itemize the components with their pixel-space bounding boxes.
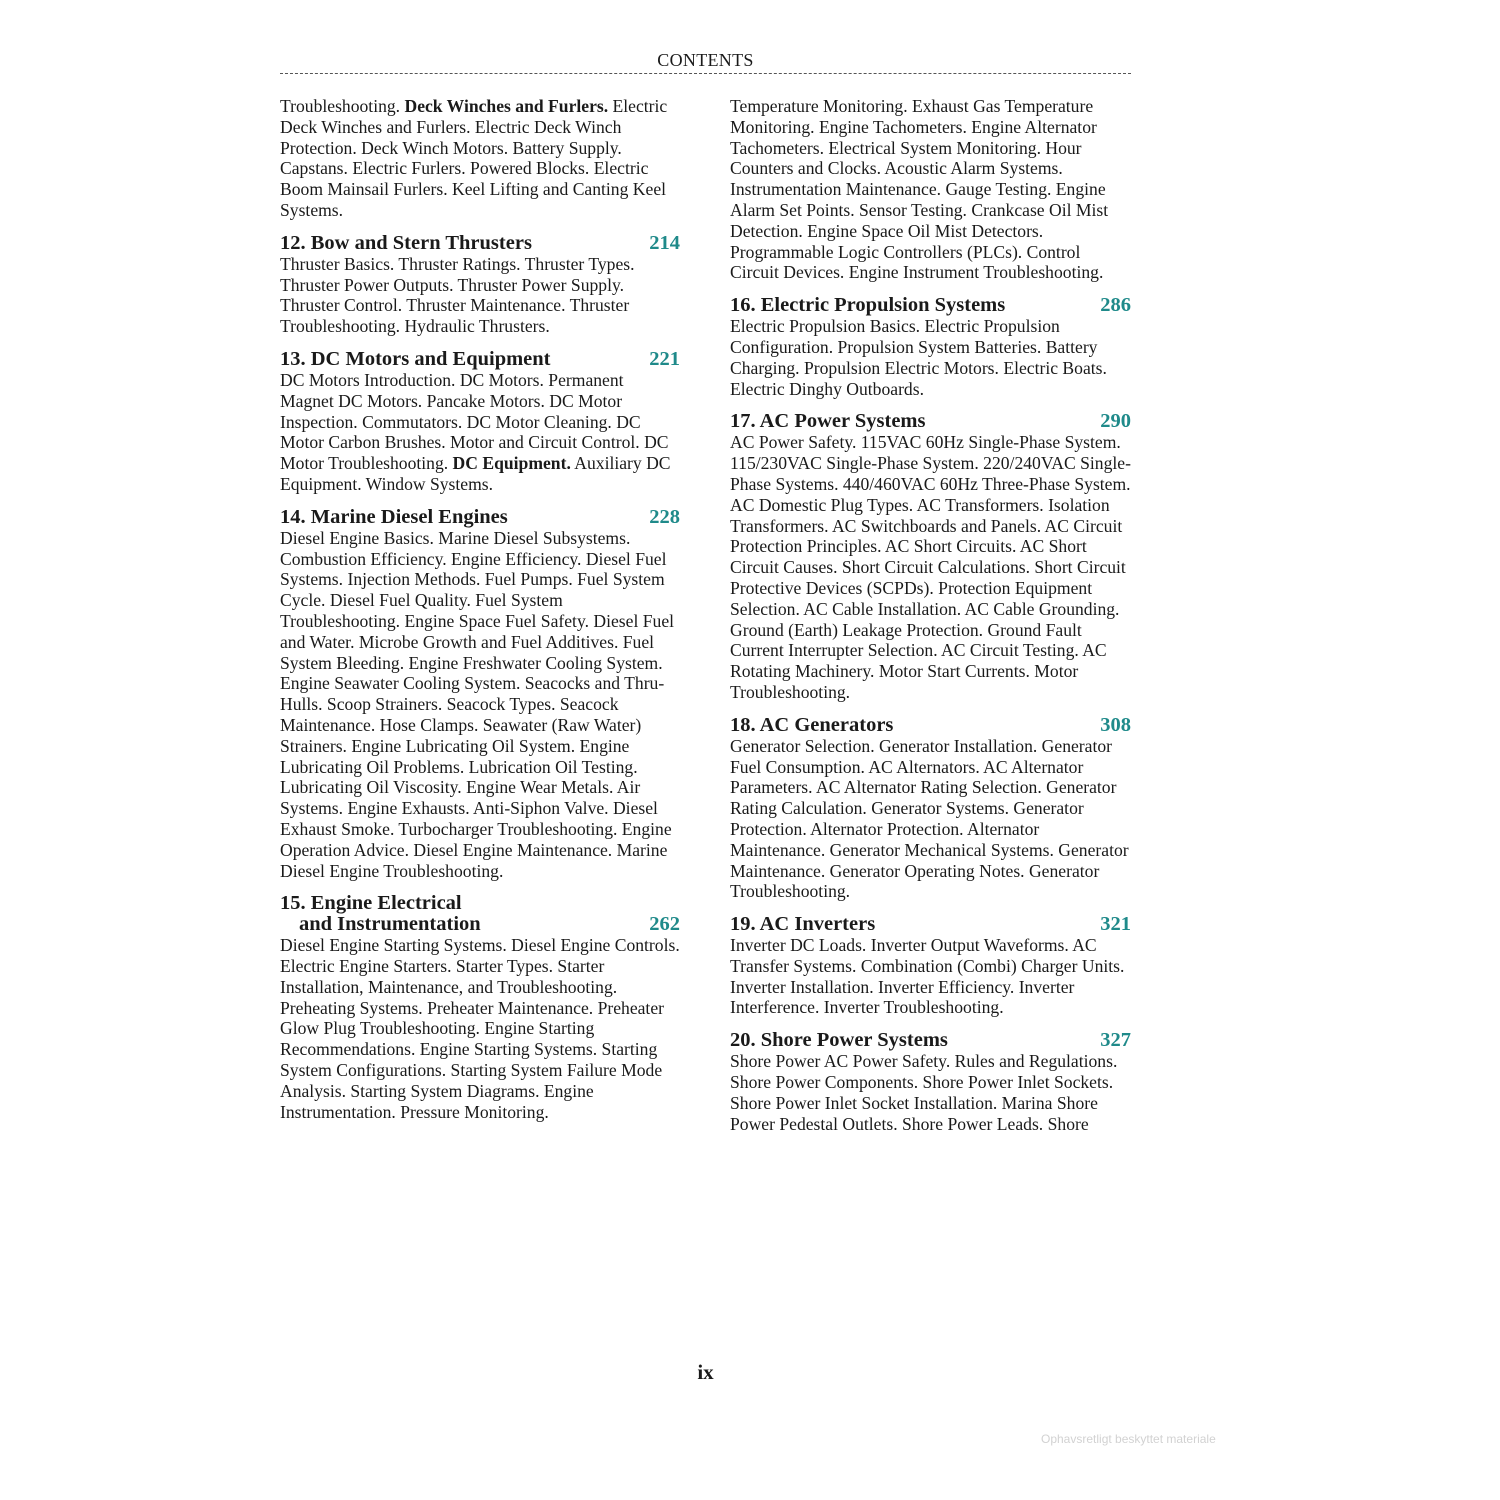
chapter-description: AC Power Safety. 115VAC 60Hz Single-Phase System. 115/230VAC Single-Phase System. 220/240VAC Single-Phase Systems. 440/460VAC 60Hz Three-Phase System. AC Domestic Plug Types. AC Transformers. Isolation Transformers. AC Switchboards and Panels. AC Circuit Protection Principles. AC Short Circuits. AC Short Circuit Causes. Short Circuit Calculations. Short Circuit Protective Devices (SCPDs). Protection Equipment Selection. AC Cable Installation. AC Cable Grounding. Ground (Earth) Leakage Protection. Ground Fault Current Interrupter Selection. AC Circuit Testing. AC Rotating Machinery. Motor Start Currents. Motor Troubleshooting.: [730, 432, 1131, 702]
chapter-15-entry: [280, 893, 680, 1122]
chapter-14-entry: [280, 507, 680, 882]
section-heading-dc-equipment: DC Equipment.: [452, 453, 571, 474]
chapter-page-number: 228: [649, 505, 680, 528]
chapter-heading: [280, 349, 680, 370]
chapter-page-number: 321: [1100, 913, 1131, 936]
chapter-title: 12. Bow and Stern Thrusters: [280, 231, 532, 254]
continuation-text-part: Electric Deck Winches and Furlers. Electric Deck Winch Protection. Deck Winch Motors. Battery Supply. Capstans. Electric Furlers. Powered Blocks. Electric Boom Mainsail Furlers. Keel Lifting and Canting Keel Systems.: [280, 96, 668, 220]
chapter-page-number: 262: [649, 913, 680, 936]
chapter-heading: [730, 295, 1131, 316]
section-heading-deck-winches: Deck Winches and Furlers.: [404, 96, 609, 116]
chapter-page-number: 327: [1100, 1029, 1131, 1052]
right-column: [730, 96, 1131, 1134]
continuation-text: Temperature Monitoring. Exhaust Gas Temperature Monitoring. Engine Tachometers. Engine Alternator Tachometers. Electrical System Monitoring. Hour Counters and Clocks. Acoustic Alarm Systems. Instrumentation Maintenance. Gauge Testing. Engine Alarm Set Points. Sensor Testing. Crankcase Oil Mist Detection. Engine Space Oil Mist Detectors. Programmable Logic Controllers (PLCs). Control Circuit Devices. Engine Instrument Troubleshooting.: [730, 96, 1109, 283]
chapter-heading: [280, 507, 680, 528]
chapter-page-number: 290: [1100, 410, 1131, 433]
chapter-description: Shore Power AC Power Safety. Rules and Regulations. Shore Power Components. Shore Power Inlet Sockets. Shore Power Inlet Socket Installation. Marina Shore Power Pedestal Outlets. Shore Power Leads. Shore: [730, 1051, 1118, 1134]
chapter-description: Generator Selection. Generator Installation. Generator Fuel Consumption. AC Alternators. AC Alternator Parameters. AC Alternator Rating Selection. Generator Rating Calculation. Generator Systems. Generator Protection. Alternator Protection. Alternator Maintenance. Generator Mechanical Systems. Generator Maintenance. Generator Operating Notes. Generator Troubleshooting.: [730, 735, 1129, 902]
chapter-description-part: DC Motors Introduction. DC Motors. Permanent Magnet DC Motors. Pancake Motors. DC Motor Inspection. Commutators. DC Motor Cleaning. DC Motor Carbon Brushes. Motor and Circuit Control. DC Motor Troubleshooting.: [280, 369, 669, 474]
chapter-page-number: 308: [1100, 713, 1131, 736]
chapter-description: Diesel Engine Starting Systems. Diesel Engine Controls. Electric Engine Starters. Starter Types. Starter Installation, Maintenance, and Troubleshooting. Preheating Systems. Preheater Maintenance. Preheater Glow Plug Troubleshooting. Engine Starting Recommendations. Engine Starting Systems. Starting System Configurations. Starting System Failure Mode Analysis. Starting System Diagrams. Engine Instrumentation. Pressure Monitoring.: [280, 935, 680, 1122]
chapter-17-entry: [730, 411, 1131, 702]
chapter-heading: [280, 233, 680, 254]
chapter-19-entry: [730, 914, 1131, 1018]
chapter-page-number: 286: [1100, 294, 1131, 317]
chapter-description-part: Auxiliary DC Equipment. Window Systems.: [280, 453, 671, 494]
chapter-title: 14. Marine Diesel Engines: [280, 505, 508, 528]
chapter-heading: [730, 1030, 1131, 1051]
chapter-title: 13. DC Motors and Equipment: [280, 347, 551, 370]
chapter-title: 20. Shore Power Systems: [730, 1029, 948, 1052]
header-dashed-rule: [280, 73, 1131, 74]
page-header-title: CONTENTS: [657, 50, 754, 70]
chapter-title: 16. Electric Propulsion Systems: [730, 294, 1006, 317]
chapter-heading: [730, 715, 1131, 736]
continuation-text-part: Troubleshooting.: [280, 96, 405, 116]
page-folio-number: ix: [697, 1360, 714, 1384]
chapter-page-number: 221: [649, 347, 680, 370]
chapter-description: Electric Propulsion Basics. Electric Propulsion Configuration. Propulsion System Batteries. Battery Charging. Propulsion Electric Motors. Electric Boats. Electric Dinghy Outboards.: [730, 316, 1107, 399]
chapter-description: Thruster Basics. Thruster Ratings. Thruster Types. Thruster Power Outputs. Thruster Power Supply. Thruster Control. Thruster Maintenance. Thruster Troubleshooting. Hydraulic Thrusters.: [280, 253, 635, 337]
chapter-12-entry: [280, 233, 680, 337]
chapter-heading: [730, 914, 1131, 935]
left-column: [280, 96, 680, 1122]
chapter-description: Inverter DC Loads. Inverter Output Waveforms. AC Transfer Systems. Combination (Combi) Charger Units. Inverter Installation. Inverter Efficiency. Inverter Interference. Inverter Troubleshooting.: [730, 935, 1125, 1018]
copyright-watermark: Ophavsretligt beskyttet materiale: [1041, 1432, 1216, 1446]
chapter-title: 17. AC Power Systems: [730, 410, 926, 433]
chapter-page-number: 214: [649, 231, 680, 254]
chapter-description: Diesel Engine Basics. Marine Diesel Subsystems. Combustion Efficiency. Engine Efficiency. Diesel Fuel Systems. Injection Methods. Fuel Pumps. Fuel System Cycle. Diesel Fuel Quality. Fuel System Troubleshooting. Engine Space Fuel Safety. Diesel Fuel and Water. Microbe Growth and Fuel Additives. Fuel System Bleeding. Engine Freshwater Cooling System. Engine Seawater Cooling System. Seacocks and Thru-Hulls. Scoop Strainers. Seacock Types. Seacock Maintenance. Hose Clamps. Seawater (Raw Water) Strainers. Engine Lubricating Oil System. Engine Lubricating Oil Problems. Lubrication Oil Testing. Lubricating Oil Viscosity. Engine Wear Metals. Air Systems. Engine Exhausts. Anti-Siphon Valve. Diesel Exhaust Smoke. Turbocharger Troubleshooting. Engine Operation Advice. Diesel Engine Maintenance. Marine Diesel Engine Troubleshooting.: [280, 527, 675, 881]
chapter-title: 19. AC Inverters: [730, 913, 876, 936]
chapter-title: 18. AC Generators: [730, 713, 894, 736]
chapter-title-line: and Instrumentation: [299, 913, 481, 936]
chapter-heading: [730, 411, 1131, 432]
chapter-heading: [280, 893, 680, 935]
chapter-18-entry: [730, 715, 1131, 902]
continuation-text: [280, 96, 680, 221]
chapter-description: [280, 370, 680, 495]
chapter-title-line: 15. Engine Electrical: [280, 892, 462, 915]
chapter-13-entry: [280, 349, 680, 495]
chapter-20-entry: [730, 1030, 1131, 1134]
chapter-16-entry: [730, 295, 1131, 399]
